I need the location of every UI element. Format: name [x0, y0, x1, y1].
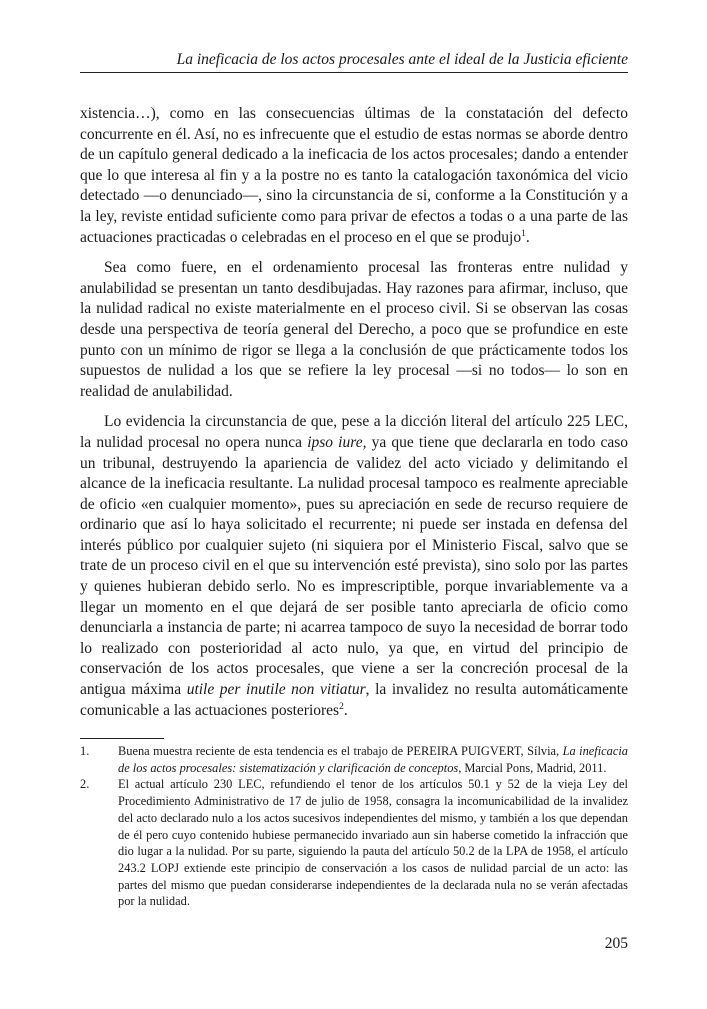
footnote-1-text-a: Buena muestra reciente de esta tendencia es el trabajo de PEREIRA PUIGVERT, Sílvia, [118, 744, 563, 758]
paragraph-1-end: . [525, 228, 530, 246]
paragraph-3 [80, 412, 628, 721]
paragraph-3-text-b: ya que tiene que declararla en todo caso un tribunal, destruyendo la apariencia de validez del acto viciado y delimitando el alcance de la ineficacia resultante. La nulidad procesal tampoco es realmente apreciable de oficio «en cualquier momento», pues su apreciación en sede de recurso requiere de ordinario que así lo haya solicitado el recurrente; ni puede ser instada en defensa del interés público por cualquier sujeto (ni siquiera por el Ministerio Fiscal, salvo que se trate de un proceso civil en el que su intervención esté prevista), sino solo por las partes y quienes hubieran debido serlo. No es imprescriptible, porque invariablemente va a llegar un momento en el que dejará de ser posible tanto apreciarla de oficio como denunciarla a instancia de parte; ni acarrea tampoco de suyo la necesidad de borrar todo lo realizado con posterioridad al acto nulo, ya que, en virtud del principio de conservación de los actos procesales, que viene a ser la concreción procesal de la antigua máxima [80, 433, 629, 699]
page-number: 205 [604, 935, 628, 952]
footnote-number: 1. [80, 744, 90, 758]
latin-maxim: utile per inutile non vitiatur [186, 681, 366, 699]
paragraph-1 [80, 104, 628, 248]
footnote-1-text-b: , Marcial Pons, Madrid, 2011. [458, 760, 607, 775]
footnote-ref-2[interactable]: 2 [339, 701, 344, 712]
paragraph-1-text: xistencia…), como en las consecuencias últimas de la constatación del defecto concurrente en él. Así, no es infrecuente que el estudio de estas normas se aborde dentro de un capítulo general dedicado a la ineficacia de los actos procesales; dando a entender que lo que interesa al fin y a la postre no es tanto la catalogación taxonómica del vicio detectado —o denunciado—, sino la circunstancia de si, conforme a la Constitución y a la ley, reviste entidad suficiente como para privar de efectos a todas o a una parte de las actuaciones practicadas o celebradas en el proceso en el que se produjo [80, 105, 628, 246]
paragraph-3-end: . [343, 701, 348, 719]
header-rule [80, 72, 628, 73]
footnote-ref-1[interactable]: 1 [521, 228, 526, 239]
body-text [80, 104, 628, 721]
footnote-text: El actual artículo 230 LEC, refundiendo el tenor de los artículos 50.1 y 52 de la vieja Ley del Procedimiento Administrativo de 17 de julio de 1958, consagra la incomunicabilidad de la invalidez del acto declarado nulo a los actos sucesivos independientes del mismo, y también a los que dependan de él pero cuyo contenido hubiese permanecido invariado aun sin haberse cometido la infracción que dio lugar a la nulidad. Por su parte, siguiendo la pauta del artículo 50.2 de la LPA de 1958, el artículo 243.2 LOPJ extiende este principio de conservación a los casos de nulidad parcial de un acto: las partes del mismo que puedan considerarse independientes de la declarada nula no se verán afectadas por la nulidad. [118, 777, 628, 909]
cited-work-title: La ineficacia de los actos procesales: sistematización y clarificación de conceptos [118, 744, 629, 775]
footnote-text [118, 743, 628, 776]
paragraph-3-text-a: Lo evidencia la circunstancia de que, pese a la dicción literal del artículo 225 LEC, la nulidad procesal no opera nunca [80, 413, 628, 451]
footnote-1 [80, 743, 628, 776]
footnote-number: 2. [80, 777, 90, 792]
paragraph-3-text-c: , la invalidez no resulta automáticamente comunicable a las actuaciones posteriores [80, 681, 628, 719]
footnote-2 [80, 776, 628, 910]
running-head: La ineficacia de los actos procesales ante el ideal de la Justicia eficiente [176, 51, 628, 68]
footnote-rule [80, 738, 164, 739]
latin-phrase-ipso-iure: ipso iure, [307, 433, 367, 451]
footnotes [80, 743, 628, 910]
paragraph-2: Sea como fuere, en el ordenamiento procesal las fronteras entre nulidad y anulabilidad se presentan un tanto desdibujadas. Hay razones para afirmar, incluso, que la nulidad radical no existe materialmente en el proceso civil. Si se observan las cosas desde una perspectiva de teoría general del Derecho, a poco que se profundice en este punto con un mínimo de rigor se llega a la conclusión de que prácticamente todos los supuestos de nulidad a los que se refiere la ley procesal —si no todos— lo son en realidad de anulabilidad. [80, 259, 628, 400]
